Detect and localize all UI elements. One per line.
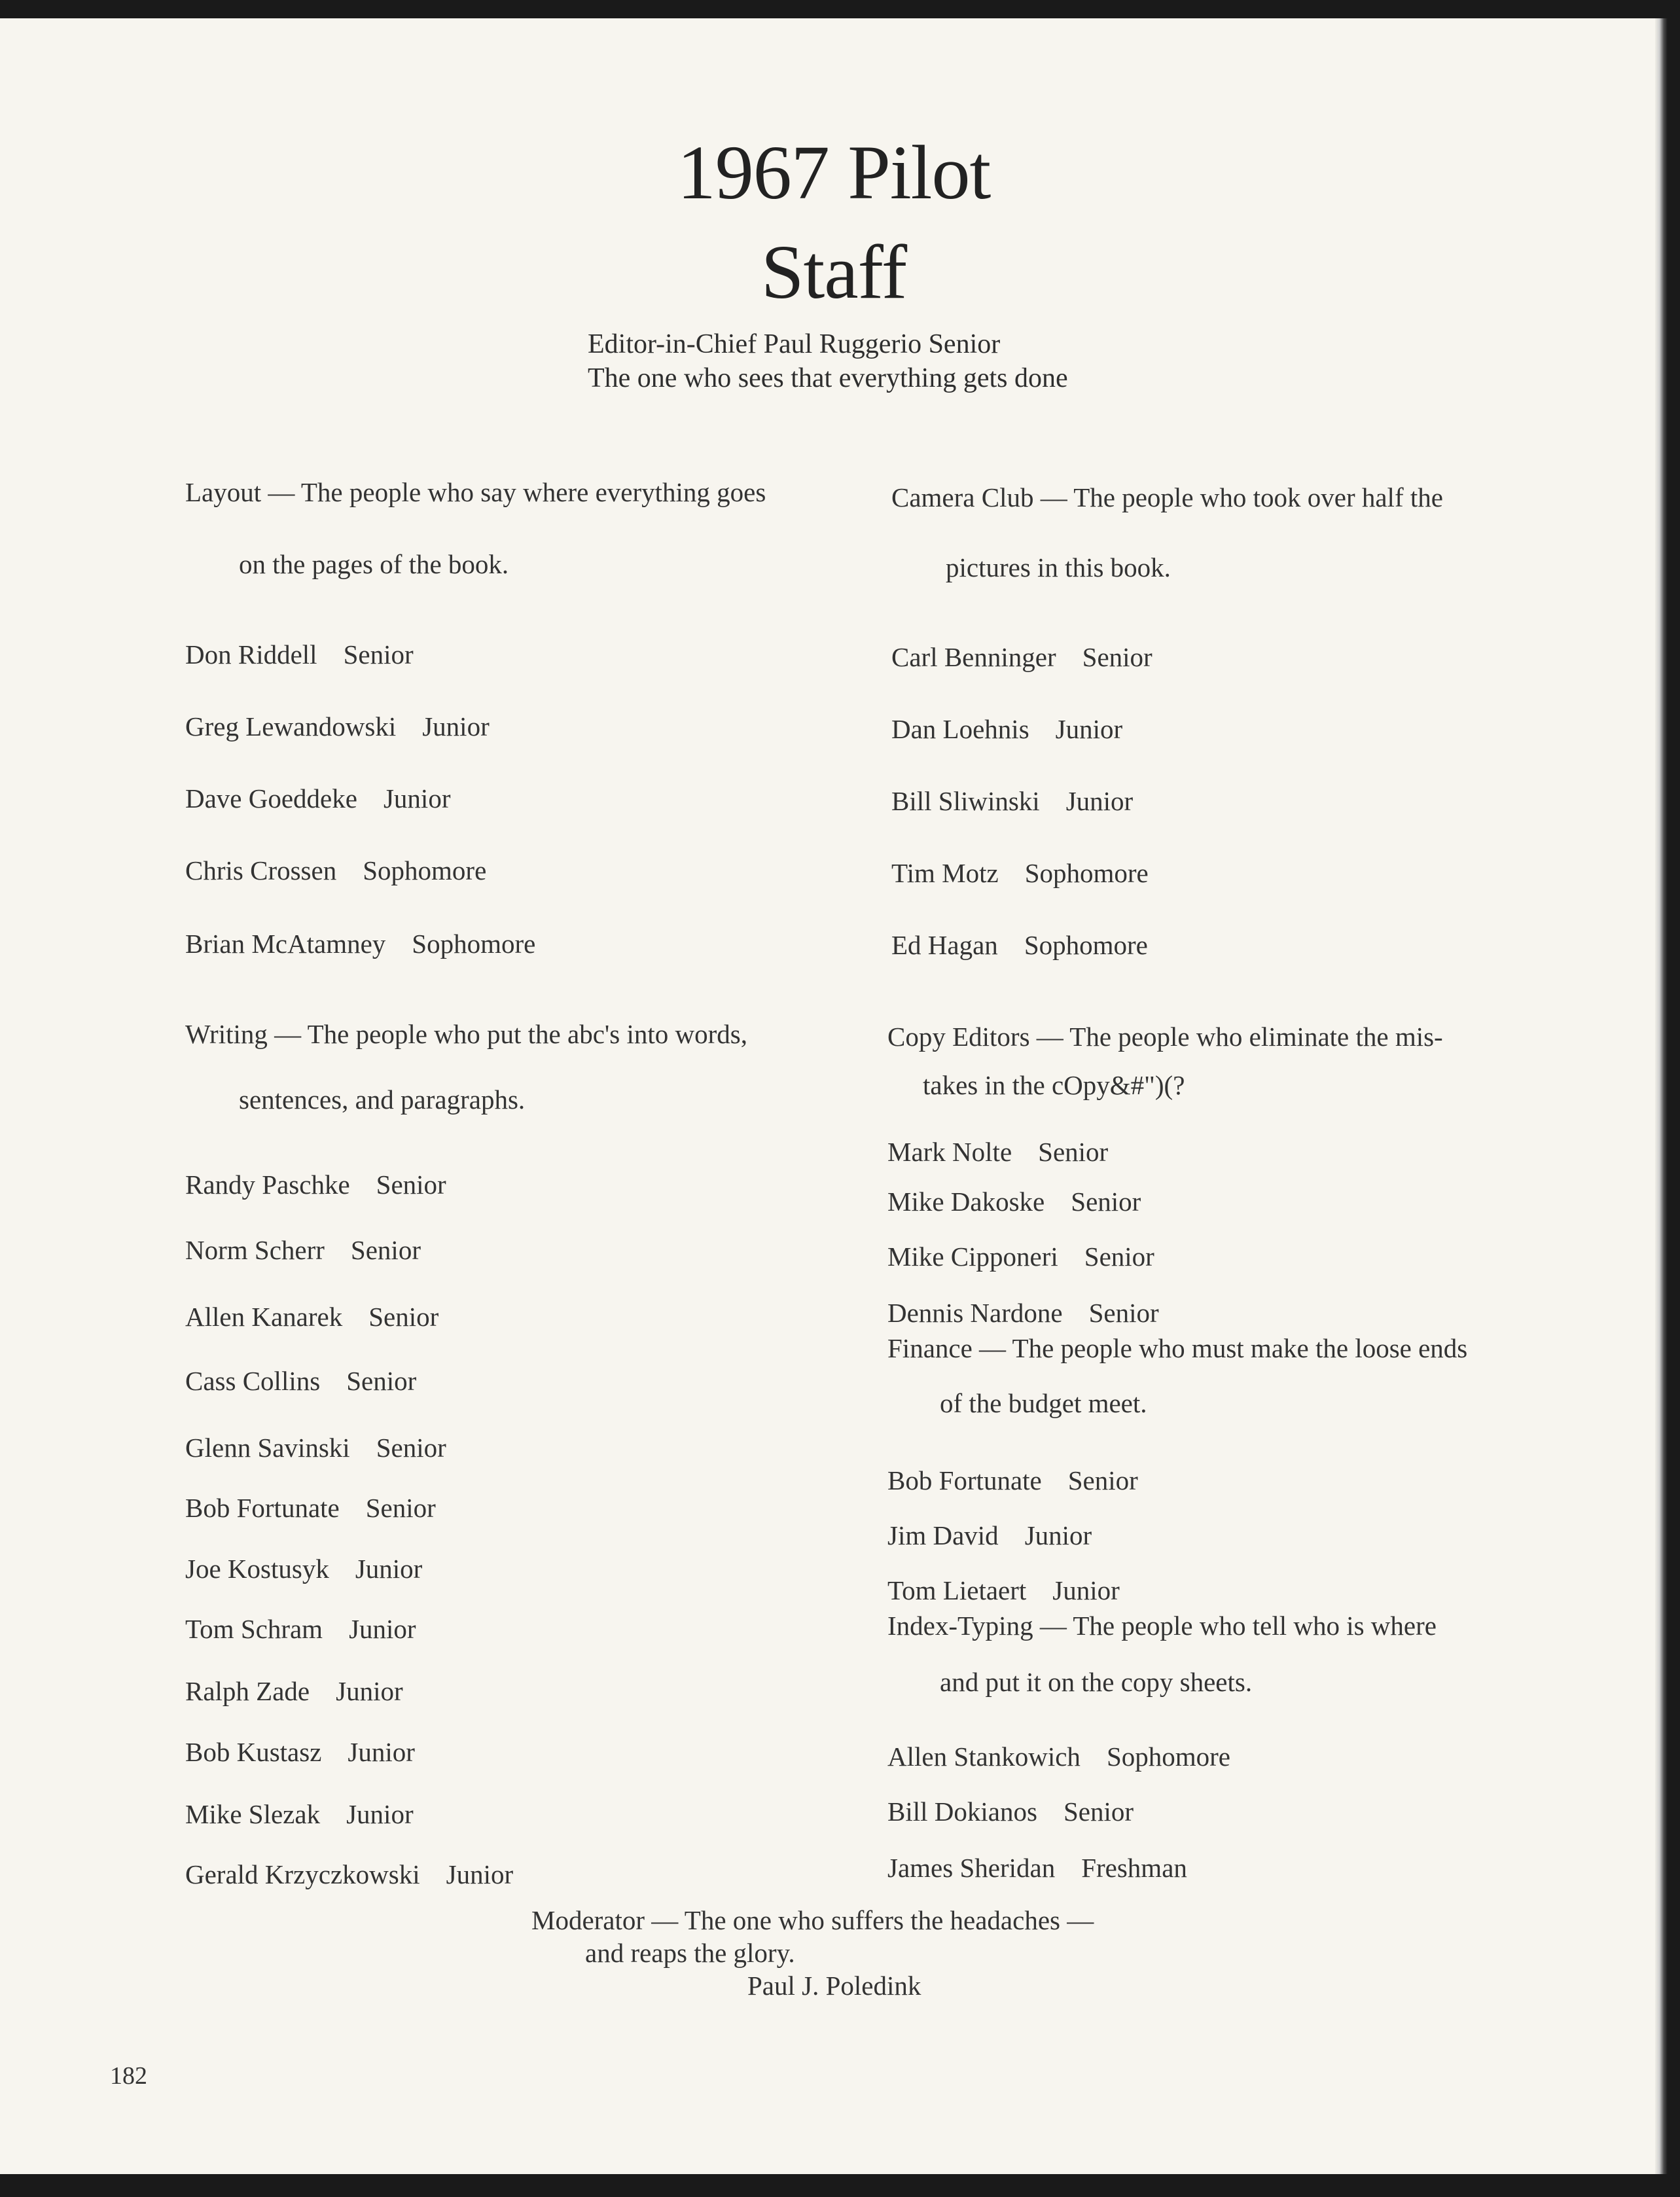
member-class: Senior [1038, 1137, 1109, 1167]
editor-in-chief: Editor-in-Chief Paul Ruggerio Senior [588, 329, 1001, 359]
member-class: Junior [1024, 1520, 1092, 1550]
member-name: Brian McAtamney [185, 929, 386, 959]
copy-editors-header: Copy Editors — The people who eliminate the mis- [887, 1022, 1443, 1052]
member-row [887, 1520, 1092, 1551]
member-row [185, 928, 535, 959]
member-name: Mike Dakoske [887, 1187, 1045, 1217]
index-typing-header-cont: and put it on the copy sheets. [940, 1667, 1253, 1697]
member-row [185, 1365, 416, 1397]
member-row [887, 1465, 1138, 1496]
member-name: Norm Scherr [185, 1235, 325, 1265]
member-row [887, 1136, 1108, 1168]
member-name: Mike Slezak [185, 1799, 321, 1829]
member-row [185, 1736, 415, 1768]
member-name: Carl Benninger [891, 642, 1056, 672]
page-title-line1: 1967 Pilot [677, 130, 991, 215]
member-class: Sophomore [1024, 930, 1148, 960]
layout-header-cont: on the pages of the book. [239, 549, 509, 579]
member-name: Ralph Zade [185, 1676, 310, 1706]
member-class: Sophomore [363, 855, 487, 885]
member-class: Senior [1063, 1796, 1134, 1827]
member-class: Sophomore [1106, 1742, 1230, 1772]
member-class: Senior [376, 1170, 446, 1200]
member-row [185, 1798, 414, 1830]
member-class: Senior [1088, 1298, 1159, 1328]
member-name: James Sheridan [887, 1853, 1056, 1883]
member-class: Junior [1065, 786, 1134, 816]
member-row [185, 1301, 438, 1332]
member-row [887, 1241, 1154, 1272]
copy-editors-header-cont: takes in the cOpy&#")(? [923, 1070, 1185, 1100]
member-class: Junior [422, 711, 490, 741]
member-row [891, 785, 1133, 817]
member-class: Senior [343, 639, 414, 670]
member-class: Sophomore [1024, 858, 1149, 888]
member-row [891, 713, 1122, 745]
finance-header-cont: of the budget meet. [940, 1388, 1147, 1418]
member-row [185, 1432, 446, 1463]
member-row [891, 929, 1148, 961]
page-title-line2: Staff [760, 229, 907, 315]
index-typing-header: Index-Typing — The people who tell who is where [887, 1611, 1437, 1641]
member-row [185, 783, 450, 814]
member-row [185, 1492, 436, 1524]
member-name: Don Riddell [185, 639, 317, 670]
member-name: Ed Hagan [891, 930, 998, 960]
member-name: Allen Kanarek [185, 1302, 343, 1332]
member-name: Allen Stankowich [887, 1742, 1081, 1772]
member-class: Freshman [1081, 1853, 1187, 1883]
member-row [185, 711, 490, 742]
member-name: Greg Lewandowski [185, 711, 397, 741]
member-name: Cass Collins [185, 1366, 321, 1396]
editor-description: The one who sees that everything gets done [588, 363, 1068, 393]
member-class: Senior [1067, 1465, 1138, 1495]
member-class: Junior [446, 1859, 514, 1889]
member-name: Glenn Savinski [185, 1433, 350, 1463]
member-row [887, 1186, 1141, 1217]
member-name: Bob Fortunate [887, 1465, 1042, 1495]
member-row [891, 857, 1149, 889]
member-class: Senior [1084, 1241, 1154, 1272]
member-name: Bob Fortunate [185, 1493, 340, 1523]
member-name: Joe Kostusyk [185, 1554, 329, 1584]
member-name: Bob Kustasz [185, 1737, 322, 1767]
member-class: Senior [346, 1366, 417, 1396]
member-row [185, 639, 414, 670]
member-class: Junior [383, 783, 451, 813]
moderator-line2: and reaps the glory. [585, 1938, 795, 1968]
member-row [887, 1741, 1230, 1772]
member-class: Senior [1082, 642, 1153, 672]
member-row [185, 1234, 421, 1266]
member-row [887, 1575, 1120, 1606]
member-name: Bill Dokianos [887, 1796, 1037, 1827]
member-name: Gerald Krzyczkowski [185, 1859, 420, 1889]
member-name: Bill Sliwinski [891, 786, 1040, 816]
moderator-name: Paul J. Poledink [747, 1971, 921, 2001]
member-name: Tim Motz [891, 858, 999, 888]
member-row [891, 641, 1153, 673]
yearbook-page [0, 18, 1668, 2174]
member-class: Junior [349, 1614, 416, 1644]
member-name: Chris Crossen [185, 855, 337, 885]
camera-club-header-cont: pictures in this book. [946, 552, 1171, 582]
member-name: Jim David [887, 1520, 999, 1550]
member-row [185, 1613, 416, 1645]
member-name: Dave Goeddeke [185, 783, 357, 813]
member-row [185, 1859, 513, 1890]
member-name: Mark Nolte [887, 1137, 1012, 1167]
member-row [887, 1297, 1159, 1329]
member-row [185, 855, 486, 886]
page-number: 182 [110, 2062, 147, 2090]
camera-club-header: Camera Club — The people who took over half the [891, 482, 1443, 512]
member-class: Junior [336, 1676, 403, 1706]
member-name: Tom Schram [185, 1614, 323, 1644]
member-class: Senior [368, 1302, 439, 1332]
member-class: Senior [1071, 1187, 1141, 1217]
member-name: Randy Paschke [185, 1170, 350, 1200]
member-class: Junior [355, 1554, 423, 1584]
member-class: Sophomore [412, 929, 536, 959]
page-edge [1655, 18, 1668, 2174]
member-row [887, 1852, 1187, 1884]
member-name: Tom Lietaert [887, 1575, 1027, 1605]
member-class: Junior [1055, 714, 1123, 744]
member-name: Mike Cipponeri [887, 1241, 1058, 1272]
member-class: Senior [350, 1235, 421, 1265]
member-row [185, 1553, 422, 1584]
member-row [185, 1675, 403, 1707]
layout-header: Layout — The people who say where everything goes [185, 477, 766, 507]
member-class: Junior [346, 1799, 414, 1829]
member-class: Senior [365, 1493, 436, 1523]
member-class: Junior [1052, 1575, 1120, 1605]
member-name: Dennis Nardone [887, 1298, 1063, 1328]
member-row [185, 1169, 446, 1200]
moderator-line1: Moderator — The one who suffers the headaches — [531, 1905, 1094, 1935]
member-row [887, 1796, 1134, 1827]
finance-header: Finance — The people who must make the loose ends [887, 1333, 1468, 1363]
member-name: Dan Loehnis [891, 714, 1029, 744]
member-class: Junior [348, 1737, 415, 1767]
writing-header-cont: sentences, and paragraphs. [239, 1084, 526, 1115]
member-class: Senior [376, 1433, 446, 1463]
writing-header: Writing — The people who put the abc's into words, [185, 1019, 747, 1049]
